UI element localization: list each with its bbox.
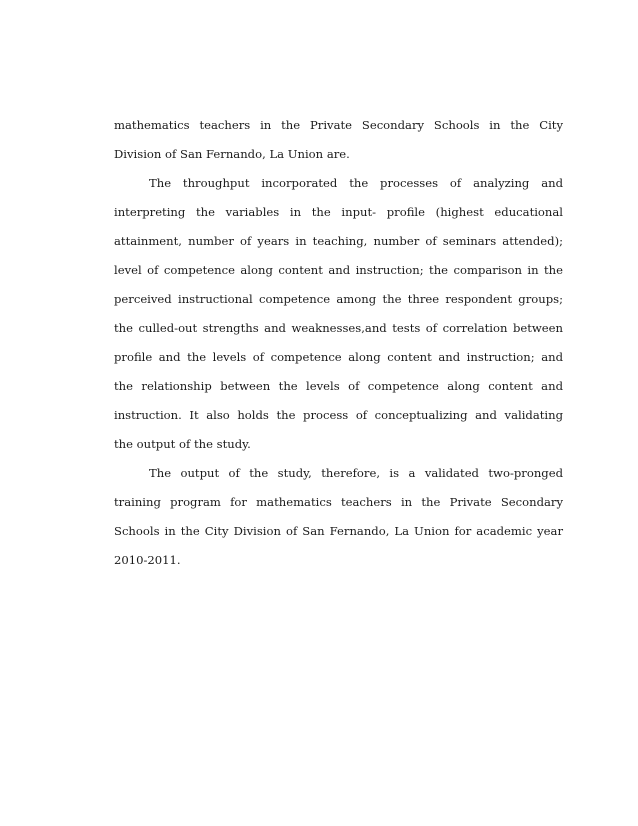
text-line: attainment, number of years in teaching, number of seminars attended); (114, 234, 563, 248)
text-line: interpreting the variables in the input- profile (highest educational (114, 205, 563, 219)
text-line: The output of the study, therefore, is a validated two-pronged (149, 466, 563, 480)
text-line: perceived instructional competence among the three respondent groups; (114, 292, 563, 306)
text-line: the output of the study. (114, 437, 251, 451)
text-line: Division of San Fernando, La Union are. (114, 147, 350, 161)
text-line: mathematics teachers in the Private Secondary Schools in the City (114, 118, 563, 132)
body-text (114, 111, 563, 575)
text-line: instruction. It also holds the process of conceptualizing and validating (114, 408, 563, 422)
text-line: the culled-out strengths and weaknesses,and tests of correlation between (114, 321, 563, 335)
text-line: level of competence along content and instruction; the comparison in the (114, 263, 563, 277)
text-line: the relationship between the levels of competence along content and (114, 379, 563, 393)
text-line: The throughput incorporated the processes of analyzing and (149, 176, 563, 190)
text-line: 2010-2011. (114, 553, 181, 567)
text-line: training program for mathematics teachers in the Private Secondary (114, 495, 563, 509)
text-line: Schools in the City Division of San Fernando, La Union for academic year (114, 524, 563, 538)
text-line: profile and the levels of competence along content and instruction; and (114, 350, 563, 364)
